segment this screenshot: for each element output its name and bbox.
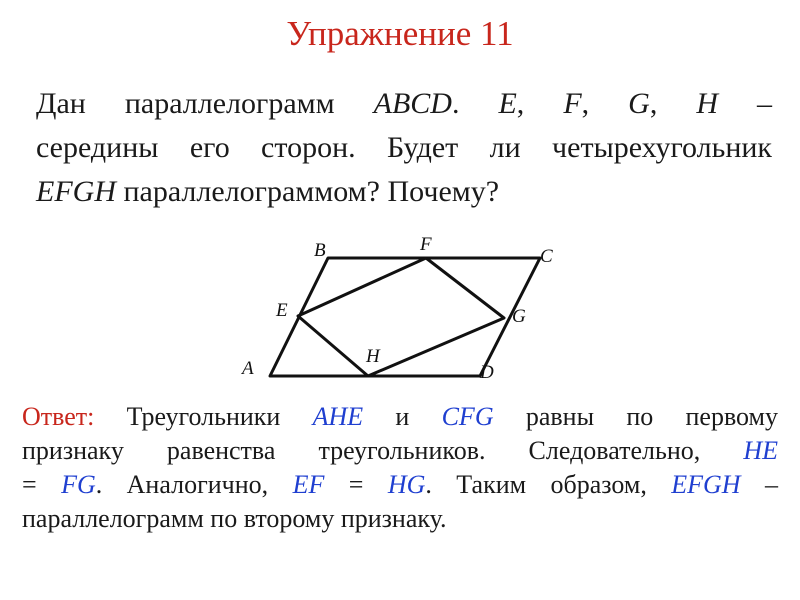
label-e: E (276, 300, 288, 321)
text: G (628, 87, 650, 120)
text: равны по первому (493, 402, 779, 431)
label-f: F (420, 234, 432, 255)
text: , (649, 87, 697, 120)
answer-line-3 (22, 468, 778, 502)
text: FG (61, 470, 96, 499)
quadrilateral-efgh (298, 258, 504, 376)
text: Треугольники (94, 402, 313, 431)
label-b: B (314, 240, 326, 261)
answer-label: Ответ: (22, 402, 95, 431)
exercise-title: Упражнение 11 (286, 14, 514, 53)
text: параллелограммом? Почему? (115, 175, 500, 208)
label-g: G (512, 306, 526, 327)
parallelogram-figure (228, 230, 568, 390)
text: EFGH (671, 470, 741, 499)
answer-line-1 (22, 400, 778, 434)
parallelogram-abcd (270, 258, 540, 376)
answer-block (22, 400, 778, 536)
text: – (740, 470, 778, 499)
text: = (22, 470, 62, 499)
label-c: C (540, 246, 553, 267)
label-h: H (366, 346, 380, 367)
answer-line-4: параллелограмм по второму признаку. (22, 504, 447, 533)
text: E (498, 87, 517, 120)
problem-line-2: середины его сторон. Будет ли четырехугольник (36, 131, 772, 164)
text: Дан параллелограмм (36, 87, 374, 120)
text: – (718, 87, 773, 120)
text: AHE (312, 402, 364, 431)
problem-line-3 (36, 170, 772, 214)
text: . (451, 87, 499, 120)
text: F (563, 87, 582, 120)
text: , (581, 87, 629, 120)
text: EFGH (36, 175, 116, 208)
problem-line-1 (36, 82, 772, 126)
text: . Таким образом, (425, 470, 672, 499)
problem-statement (36, 82, 772, 214)
text: HG (387, 470, 426, 499)
text: = (324, 470, 388, 499)
text: EF (292, 470, 325, 499)
text: CFG (441, 402, 494, 431)
text: ABCD (373, 87, 452, 120)
label-d: D (480, 362, 494, 383)
text: H (696, 87, 719, 120)
label-a: A (242, 358, 254, 379)
text: . Аналогично, (95, 470, 293, 499)
answer-line-2 (22, 434, 778, 468)
text: HE (743, 436, 778, 465)
text: , (516, 87, 564, 120)
text: признаку равенства треугольников. Следовательно, (22, 436, 744, 465)
text: и (363, 402, 442, 431)
